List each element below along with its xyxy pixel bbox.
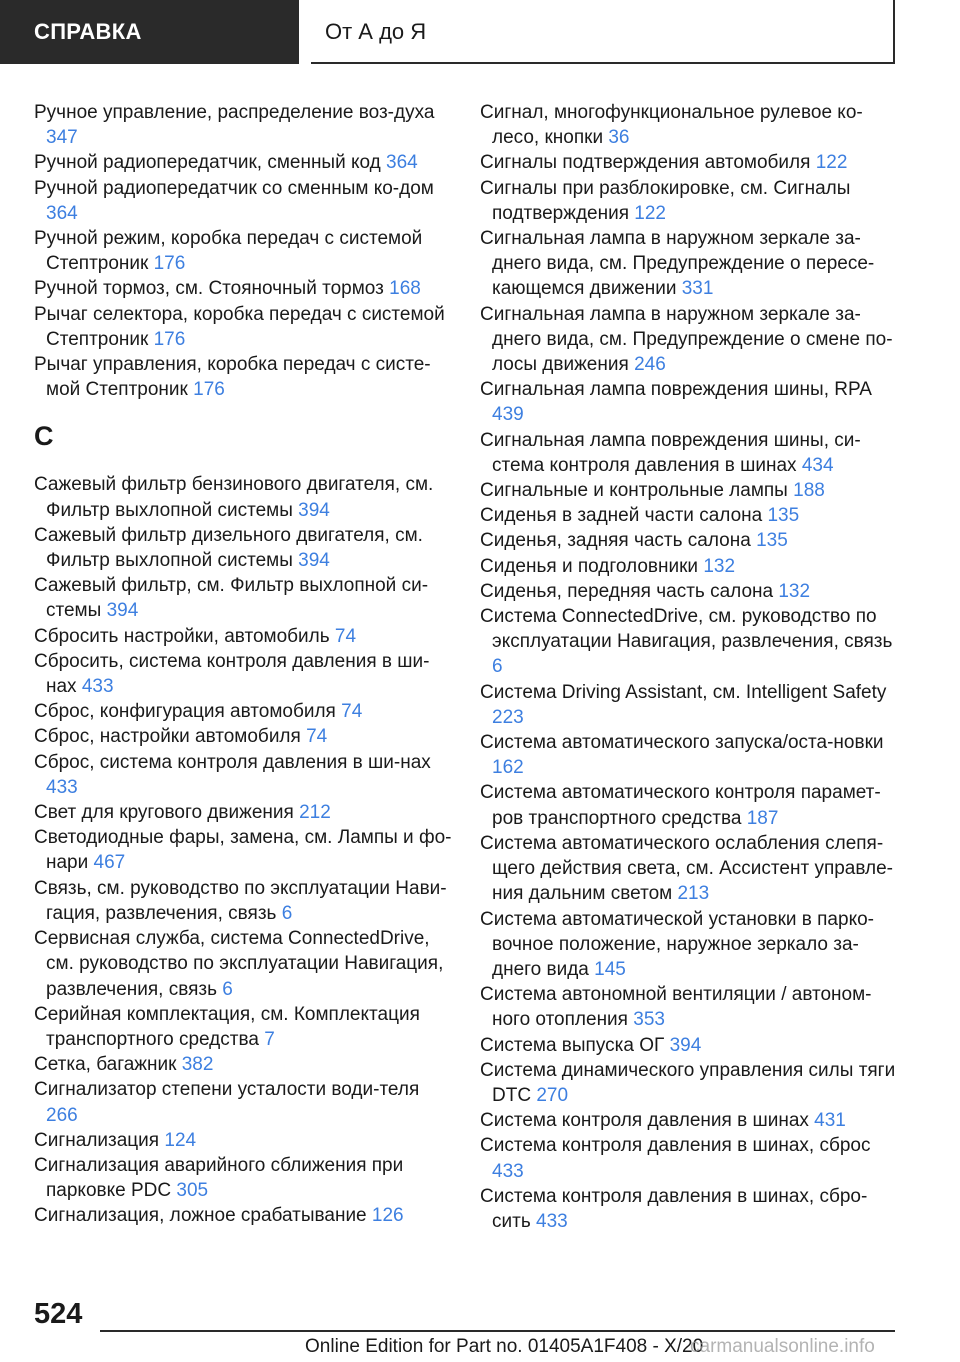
- entry-text: Система автоматической установки в парко‐вочное положение, наружное зеркало за‐днего вида: [480, 908, 874, 980]
- index-entry: [34, 472, 454, 522]
- index-entry: [34, 1052, 454, 1077]
- index-entry: [480, 907, 900, 983]
- chapter-header: [311, 0, 895, 64]
- index-entry: [34, 573, 454, 623]
- entry-text: Сиденья и подголовники: [480, 555, 699, 577]
- page-link[interactable]: 74: [334, 625, 357, 647]
- page-link[interactable]: 305: [176, 1180, 209, 1202]
- index-entry: [34, 876, 454, 926]
- index-entry: [34, 150, 454, 175]
- page-link[interactable]: 132: [703, 555, 736, 577]
- index-entry: [480, 1058, 900, 1108]
- index-entry: [480, 1033, 900, 1058]
- entry-text: Ручной радиопередатчик со сменным ко‐дом: [34, 177, 434, 199]
- index-entry: [480, 377, 900, 427]
- entry-text: Ручной режим, коробка передач с системой Стептроник: [34, 228, 423, 275]
- index-entry: [34, 302, 454, 352]
- index-entry: [480, 226, 900, 302]
- entry-text: Сбросить, система контроля давления в ши‐нах: [34, 650, 430, 698]
- index-entry: [34, 800, 454, 825]
- entry-text: Сиденья, передняя часть салона: [480, 580, 774, 602]
- entry-text: Сброс, конфигурация автомобиля: [34, 701, 336, 723]
- page-link[interactable]: 364: [386, 152, 418, 174]
- page-link[interactable]: 168: [389, 278, 421, 300]
- entry-text: Сброс, настройки автомобиля: [34, 726, 301, 748]
- page-link[interactable]: 331: [681, 278, 714, 300]
- index-entry: [480, 730, 900, 780]
- page-link[interactable]: 122: [815, 152, 848, 174]
- page-link[interactable]: 135: [767, 505, 800, 527]
- index-entry: [34, 750, 454, 800]
- page-link[interactable]: 433: [46, 776, 78, 798]
- entry-text: Сажевый фильтр бензинового двигателя, см. Фильтр выхлопной системы: [34, 474, 434, 521]
- index-entry: [34, 1128, 454, 1153]
- entry-text: Сигнализатор степени усталости води‐теля: [34, 1079, 420, 1101]
- index-entry: [480, 831, 900, 907]
- page-link[interactable]: 135: [756, 530, 788, 552]
- entry-text: Сигнализация, ложное срабатывание: [34, 1205, 367, 1227]
- page-link[interactable]: 433: [492, 1160, 524, 1182]
- page-link[interactable]: 145: [594, 958, 626, 980]
- entry-text: Система контроля давления в шинах, сбро‐сить: [480, 1185, 868, 1232]
- page-link[interactable]: 74: [306, 726, 328, 748]
- entries-r: [34, 100, 454, 402]
- entry-text: Свет для кругового движения: [34, 802, 294, 824]
- page-link[interactable]: 212: [299, 802, 331, 824]
- entry-text: Сигнальная лампа повреждения шины, си‐стема контроля давления в шинах: [480, 429, 861, 476]
- index-entry: [480, 503, 900, 528]
- index-entry: [34, 176, 454, 226]
- index-entry: [480, 1133, 900, 1183]
- entry-text: Сигнальная лампа повреждения шины, RPA: [480, 379, 871, 401]
- index-entry: [34, 649, 454, 699]
- entry-text: Система динамического управления силы тяги DTC: [480, 1059, 896, 1106]
- entry-text: Сигнализация аварийного сближения при парковке PDC: [34, 1154, 404, 1202]
- footer-divider: [100, 1330, 895, 1332]
- page-link[interactable]: 188: [793, 480, 825, 502]
- index-entry: [34, 1002, 454, 1052]
- entry-text: Система автоматического контроля парамет‐ров транспортного средства: [480, 782, 881, 829]
- entry-text: Связь, см. руководство по эксплуатации Нави‐гация, развлечения, связь: [34, 877, 447, 924]
- index-entry: [34, 523, 454, 573]
- index-column-left: [34, 100, 454, 1229]
- page-link[interactable]: 213: [677, 883, 710, 905]
- index-entry: [34, 624, 454, 649]
- index-entry: [480, 780, 900, 830]
- page-link[interactable]: 394: [298, 499, 330, 521]
- index-entry: [34, 1153, 454, 1203]
- section-tab: [0, 0, 299, 64]
- entry-text: Ручной тормоз, см. Стояночный тормоз: [34, 278, 384, 300]
- page-link[interactable]: 124: [164, 1129, 197, 1151]
- entry-text: Рычаг управления, коробка передач с систе‐мой Стептроник: [34, 354, 431, 401]
- page-link[interactable]: 36: [608, 127, 630, 149]
- page-link[interactable]: 223: [492, 706, 524, 728]
- index-entry: [480, 150, 900, 175]
- entries-s-continued: [480, 100, 900, 1234]
- entry-text: Светодиодные фары, замена, см. Лампы и фо‐нари: [34, 827, 452, 874]
- entry-text: Система выпуска ОГ: [480, 1034, 665, 1056]
- entry-text: Сигналы при разблокировке, см. Сигналы подтверждения: [480, 177, 851, 224]
- page-link[interactable]: 394: [298, 550, 330, 572]
- page-link[interactable]: 439: [492, 404, 524, 426]
- entry-text: Сигнал, многофункциональное рулевое ко‐лесо, кнопки: [480, 102, 863, 149]
- page-link[interactable]: 394: [669, 1034, 702, 1056]
- page-link[interactable]: 176: [153, 253, 186, 275]
- index-entry: [480, 100, 900, 150]
- index-entry: [480, 680, 900, 730]
- section-title: СПРАВКА: [34, 19, 142, 44]
- page-link[interactable]: 434: [801, 454, 834, 476]
- index-column-right: [480, 100, 900, 1234]
- index-entry: [480, 478, 900, 503]
- index-entry: [480, 528, 900, 553]
- index-entry: [480, 1184, 900, 1234]
- entry-text: Сажевый фильтр, см. Фильтр выхлопной си‐стемы: [34, 575, 429, 622]
- entry-text: Ручное управление, распределение воз‐духа: [34, 102, 435, 123]
- page-link[interactable]: 6: [222, 978, 233, 1000]
- page-link[interactable]: 382: [181, 1054, 214, 1076]
- index-entry: [34, 926, 454, 1002]
- page-link[interactable]: 246: [634, 354, 666, 376]
- index-entry: [34, 226, 454, 276]
- index-entry: [480, 428, 900, 478]
- entry-text: Система контроля давления в шинах, сброс: [480, 1135, 871, 1157]
- page-link[interactable]: 6: [492, 656, 503, 678]
- page-link[interactable]: 74: [341, 701, 363, 723]
- page-link[interactable]: 431: [814, 1110, 846, 1132]
- entry-text: Сигналы подтверждения автомобиля: [480, 152, 811, 174]
- page-link[interactable]: 364: [46, 202, 78, 224]
- index-entry: [34, 276, 454, 301]
- entry-text: Система контроля давления в шинах: [480, 1110, 809, 1132]
- page-link[interactable]: 187: [746, 807, 779, 829]
- page-link[interactable]: 467: [93, 852, 126, 874]
- entry-text: Сигнальная лампа в наружном зеркале за‐днего вида, см. Предупреждение о пересе‐кающемся движении: [480, 228, 875, 300]
- index-entry: [34, 100, 454, 150]
- page-number: 524: [34, 1298, 83, 1330]
- entry-text: Сигнальные и контрольные лампы: [480, 480, 788, 502]
- page-link[interactable]: 162: [492, 757, 524, 779]
- entry-text: Сиденья, задняя часть салона: [480, 530, 751, 552]
- page-link[interactable]: 6: [281, 902, 293, 924]
- entry-text: Система автономной вентиляции / автоном‐ного отопления: [480, 984, 872, 1031]
- entry-text: Сервисная служба, система ConnectedDrive, см. руководство по эксплуатации Навигация, развлечения, связь: [34, 928, 444, 1000]
- index-entry: [480, 579, 900, 604]
- page-link[interactable]: 266: [46, 1104, 78, 1126]
- index-entry: [480, 176, 900, 226]
- index-entry: [480, 554, 900, 579]
- index-entry: [34, 724, 454, 749]
- entry-text: Серийная комплектация, см. Комплектация транспортного средства: [34, 1003, 420, 1050]
- index-entry: [480, 1108, 900, 1133]
- page-link[interactable]: 433: [536, 1210, 568, 1232]
- index-entry: [34, 1203, 454, 1228]
- entries-s: [34, 472, 454, 1228]
- chapter-title: От А до Я: [325, 19, 427, 44]
- page-link[interactable]: 353: [633, 1009, 665, 1031]
- index-entry: [34, 699, 454, 724]
- entry-text: Сбросить настройки, автомобиль: [34, 625, 330, 647]
- entry-text: Система Driving Assistant, см. Intelligent Safety: [480, 681, 887, 703]
- entry-text: Сброс, система контроля давления в ши‐нах: [34, 751, 431, 773]
- page-link[interactable]: 122: [634, 202, 666, 224]
- entry-text: Система ConnectedDrive, см. руководство по эксплуатации Навигация, развлечения, связь: [480, 606, 893, 653]
- entry-text: Сигнальная лампа в наружном зеркале за‐днего вида, см. Предупреждение о смене по‐лосы движения: [480, 303, 893, 376]
- entry-text: Сигнализация: [34, 1129, 160, 1151]
- watermark: carmanualsonline.info: [690, 1336, 875, 1357]
- page-link[interactable]: 176: [193, 379, 225, 401]
- page-link[interactable]: 7: [264, 1028, 275, 1050]
- page-link[interactable]: 433: [81, 676, 114, 698]
- entry-text: Система автоматического запуска/оста‐новки: [480, 732, 884, 754]
- index-entry: [480, 604, 900, 680]
- page-link[interactable]: 347: [46, 127, 78, 149]
- index-entry: [34, 825, 454, 875]
- page-link[interactable]: 394: [106, 600, 139, 622]
- index-entry: [480, 302, 900, 378]
- edition-text: Online Edition for Part no. 01405A1F408 - X/20: [305, 1336, 704, 1357]
- entry-text: Сажевый фильтр дизельного двигателя, см. Фильтр выхлопной системы: [34, 524, 423, 572]
- entry-text: Система автоматического ослабления слепя‐щего действия света, см. Ассистент управле‐ния дальним светом: [480, 832, 894, 905]
- section-letter: С: [34, 421, 54, 452]
- entry-text: Сиденья в задней части салона: [480, 505, 763, 527]
- page-link[interactable]: 176: [153, 328, 186, 350]
- entry-text: Ручной радиопередатчик, сменный код: [34, 152, 381, 174]
- entry-text: Рычаг селектора, коробка передач с системой Стептроник: [34, 303, 445, 350]
- index-entry: [34, 1077, 454, 1127]
- entry-text: Сетка, багажник: [34, 1054, 177, 1076]
- page-link[interactable]: 132: [778, 580, 811, 602]
- index-entry: [480, 982, 900, 1032]
- page-link[interactable]: 270: [536, 1084, 569, 1106]
- index-entry: [34, 352, 454, 402]
- page-link[interactable]: 126: [371, 1205, 404, 1227]
